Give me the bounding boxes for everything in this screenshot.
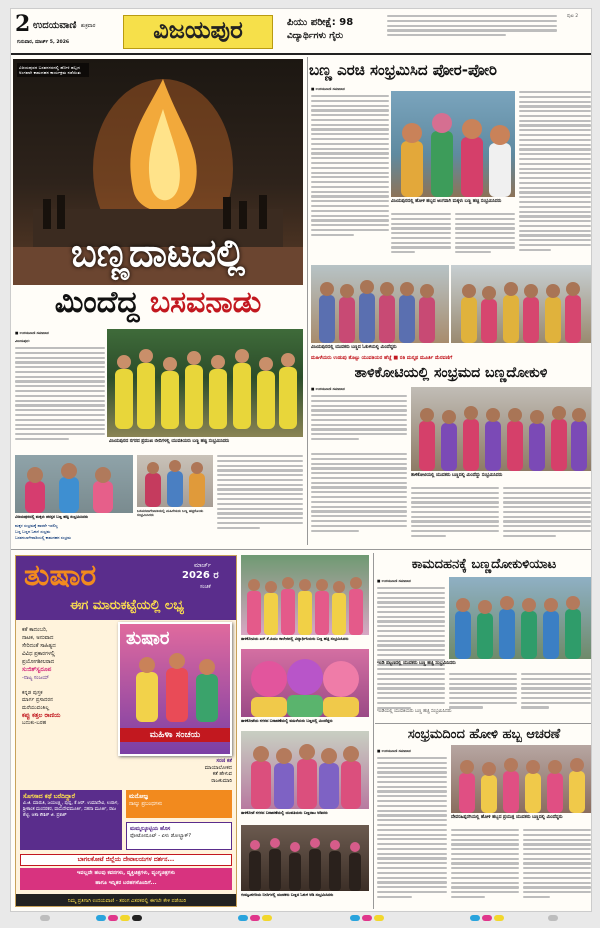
story-four-headline: ಕಾಮದಹನಕ್ಕೆ ಬಣ್ಣದೋಕುಳಿಯಾಟ bbox=[411, 557, 557, 572]
lead-headline-black: ಮಿಂದೆದ್ದ bbox=[54, 285, 150, 320]
story-three-body-col3 bbox=[411, 487, 499, 545]
paper-name: ಉದಯವಾಣಿ bbox=[33, 20, 77, 31]
photo-column-caption-2: ತಾಳಿಕೋಟೆಯ ನಗರದ ಬಡಾವಣೆಯಲ್ಲಿ ಮಹಿಳೆಯರು ಬಣ್ಣದಲ್ಲಿ ಮಿಂದೆದ್ದರು bbox=[241, 718, 333, 723]
lead-body-col1 bbox=[15, 347, 105, 451]
related-links bbox=[15, 523, 133, 541]
ad-promo-line: ಸೇರಿದಂತೆ ಸಾಹಿತ್ಯದ bbox=[22, 643, 56, 649]
ad-feature-author2: ಬದುಕು-ಬರಹ bbox=[22, 720, 47, 727]
ad-stories-box bbox=[20, 790, 122, 850]
story-two-headline: ಬಣ್ಣ ಎರಚಿ ಸಂಭ್ರಮಿಸಿದ ಪೋರ-ಪೋರಿ bbox=[309, 61, 497, 79]
story-three-body-col4 bbox=[503, 487, 591, 545]
women-illustration bbox=[137, 455, 213, 507]
ad-feature-line: ಮಾರ್ಗ ಪ್ರಸಾದರನ bbox=[22, 697, 54, 704]
kids-caption: ವಿಜಯಪುರದಲ್ಲಿ ಮಕ್ಕಳು ಪರಸ್ಪರ ಬಣ್ಣ ಹಚ್ಚಿ ಸಂಭ್ರಮಿಸಿದರು bbox=[15, 514, 88, 519]
ad-book-subtitle: ಮಹಿಳಾ ಸಂಚಯ bbox=[120, 728, 230, 742]
story-three-headline: ತಾಳಿಕೋಟಿಯಲ್ಲಿ ಸಂಭ್ರಮದ ಬಣ್ಣದೋಕುಳಿ bbox=[354, 365, 548, 381]
tushara-advertisement[interactable] bbox=[15, 555, 237, 907]
story-two-caption: ವಿಜಯಪುರದಲ್ಲಿ ಹೋಳಿ ಹಬ್ಬದ ಅಂಗವಾಗಿ ಮಕ್ಕಳು ಬಣ್ಣ ಹಚ್ಚಿ ಸಂಭ್ರಮಿಸಿದರು bbox=[391, 199, 502, 204]
story-two-body-col4 bbox=[519, 91, 591, 263]
registration-mark bbox=[132, 915, 142, 921]
story-three-caption: ತಾಳಿಕೋಟಿಯಲ್ಲಿ ಯುವಕರು ಬಣ್ಣದಲ್ಲಿ ಮಿಂದೆದ್ದು ಸಂಭ್ರಮಿಸಿದರು bbox=[411, 473, 503, 478]
lead-dateline: ವಿಜಯಪುರ: bbox=[15, 339, 30, 343]
lead-headline-line2 bbox=[13, 285, 303, 320]
story-two-body-col1 bbox=[311, 95, 389, 255]
related-link[interactable]: ಬಸವನಬಾಗೇವಾಡಿಯಲ್ಲಿ ಕಾಮದಹನ ಸಂಭ್ರಮ bbox=[15, 535, 71, 540]
yellow-group-caption: ವಿಜಯಪುರದ ನಗರದ ಪ್ರಮುಖ ಬೀದಿಗಳಲ್ಲಿ ಯುವತಿಯರು ಬಣ್ಣ ಹಚ್ಚಿ ಸಂಭ್ರಮಿಸಿದರು bbox=[109, 439, 230, 444]
ad-footer-line2: ಹಾಗೂ ಇನ್ನಿತರ ಬರಹಗಳೊಂದಿಗೆ... bbox=[95, 880, 157, 886]
page-number: 2 bbox=[15, 11, 31, 37]
registration-mark bbox=[548, 915, 558, 921]
registration-mark bbox=[262, 915, 272, 921]
registration-mark bbox=[250, 915, 260, 921]
ad-feature-line: ಕನ್ನಡ ಪುಸ್ತಕ bbox=[22, 690, 43, 696]
story-two-bottom-photo-1 bbox=[311, 265, 449, 343]
yellow-group-illustration bbox=[107, 329, 303, 437]
story-two-illustration bbox=[391, 91, 515, 197]
story-five-body-col2 bbox=[451, 829, 519, 907]
ad-feature bbox=[22, 690, 116, 728]
story-four-byline: ■ ಉದಯವಾಣಿ ಸಮಾಚಾರ bbox=[377, 579, 411, 583]
procession-illustration bbox=[411, 387, 591, 471]
ad-strip: ಬಾಗಲಕೋಟೆ ಜಿಲ್ಲೆಯ ದೇವಾಲಯಗಳ ದರ್ಶನ... bbox=[20, 854, 232, 866]
ad-box1-title: ಮನೋಜ್ಞ bbox=[129, 793, 148, 800]
bonfire-caption: ವಿಜಯಪುರದ ಬಸವನಗರದಲ್ಲಿ ಹೋಳಿ ಹಬ್ಬದ ಅಂಗವಾಗಿ ಕಾಮದಹನ ಕಾರ್ಯಕ್ರಮ ನಡೆಯಿತು bbox=[17, 63, 89, 77]
kids-photo bbox=[15, 455, 133, 513]
story-three-body-col1 bbox=[311, 395, 407, 449]
photo-column-3 bbox=[241, 731, 369, 809]
photo-column-2 bbox=[241, 649, 369, 717]
story-four-caption: ಇಂಡಿ ಪಟ್ಟಣದಲ್ಲಿ ಯುವಕರು ಬಣ್ಣ ಹಚ್ಚಿ ಸಂಭ್ರಮಿಸಿದರು bbox=[377, 661, 456, 666]
ad-serial-line: ಸರಣಿ ಕತೆ bbox=[216, 758, 232, 764]
ad-magazine-cover bbox=[118, 622, 232, 756]
related-link[interactable]: ಮಕ್ಕಳ ಸಂಭ್ರಮಕ್ಕೆ ಪಾರವೇ ಇರಲಿಲ್ಲ bbox=[15, 523, 58, 528]
story-three-body-col2 bbox=[311, 453, 407, 545]
ad-footer bbox=[20, 868, 232, 890]
ad-promo-line: ಸುಜಿತ್‌ಸ್ವರೂಪ bbox=[22, 666, 52, 673]
exam-notice-title: ಪಿಯು ಪರೀಕ್ಷೆ: 98 bbox=[287, 17, 354, 28]
holi-group-illustration bbox=[451, 745, 591, 813]
ad-stories-body: ವಿ.ಜಿ. ಮಾರುತಿ, ಜಯಲಕ್ಷ್ಮಿ, ಪುಷ್ಪ, ಕೆ.ಆರ್. ಉಮಾದೇವಿ, ಉರಾಳ, ಶ್ರೀಕಾಂತ ಮಂದರಕರ, ವಾಸುದೇವಮೂರ್ತಿ, ಸಹನಾ ಮೂರ್ತಿ, ರಾಜ ಶೆಟ್ಟಿ, ಆಶಾ ಕೌಶಿಕ್ ಜಿ. ಪ್ರಕಾಶ್ bbox=[23, 801, 119, 818]
registration-mark bbox=[494, 915, 504, 921]
story-five-photo bbox=[451, 745, 591, 813]
story-three-byline: ■ ಉದಯವಾಣಿ ಸಮಾಚಾರ bbox=[311, 387, 345, 391]
college-girls-illustration bbox=[241, 555, 369, 635]
registration-mark bbox=[350, 915, 360, 921]
registration-mark bbox=[96, 915, 106, 921]
lead-body-col2 bbox=[217, 455, 303, 545]
story-two-bottom-photo-2 bbox=[451, 265, 591, 343]
youths-illustration bbox=[311, 265, 449, 343]
women-caption: ಬಸವನಬಾಗೇವಾಡಿಯಲ್ಲಿ ಮಹಿಳೆಯರು ಬಣ್ಣ ಹಚ್ಚಿಕೊಂಡು ಸಂಭ್ರಮಿಸಿದರು bbox=[137, 509, 204, 518]
masthead-date: ಗುರುವಾರ, ಮಾರ್ಚ್ 5, 2026 bbox=[17, 40, 70, 45]
ad-promo bbox=[22, 626, 116, 682]
newspaper-page bbox=[10, 8, 592, 912]
ad-tagline: ಈಗ ಮಾರುಕಟ್ಟೆಯಲ್ಲಿ ಲಭ್ಯ bbox=[69, 598, 184, 613]
ad-promo-line: ನಾಟಕ, ಅನುವಾದ bbox=[22, 635, 54, 641]
ad-feature-line: ಮರೆಯುವಂತಿಲ್ಲ bbox=[22, 704, 50, 711]
young-women-illustration bbox=[241, 731, 369, 809]
photo-column-caption-4: ಗುಮ್ಮಟನಗರಿಯ ಬೀದಿಗಳಲ್ಲಿ ಯುವಕರು ಬಣ್ಣದ ಓಕುಳಿ ಆಡಿ ಸಂಭ್ರಮಿಸಿದರು bbox=[241, 892, 334, 897]
story-five-byline: ■ ಉದಯವಾಣಿ ಸಮಾಚಾರ bbox=[377, 749, 411, 753]
story-five-body-col1 bbox=[377, 757, 447, 907]
yellow-group-photo bbox=[107, 329, 303, 437]
ad-footer-line1: ಇವಲ್ಲದೇ ಹಲವು ಕವನಗಳು, ವ್ಯಕ್ತಿಚಿತ್ರಗಳು, ವ್ಯಂಗ್ಯಚಿತ್ರಗಳು bbox=[76, 870, 176, 876]
ad-bottom-strip: ನಿಮ್ಮ ಪ್ರತಿಗಾಗಿ ಉದಯವಾಣಿ - ತರಂಗ ವಿತರಕರಲ್ಲಿ ಈಗಲೇ ಕೇಳಿ ಪಡೆಯಿರಿ bbox=[16, 894, 237, 907]
crowd-illustration bbox=[451, 265, 591, 343]
ad-issue-year: 2026 ರ bbox=[182, 570, 219, 581]
ad-box1-body: ನಾಲ್ಕು ಪ್ರಬಂಧಗಳು bbox=[129, 801, 163, 807]
registration-mark bbox=[362, 915, 372, 921]
ad-promo-author: -ನಾಟ್ಯ ಸಂಜಯ್ bbox=[22, 675, 50, 681]
lead-headline-line1: ಬಣ್ಣದಾಟದಲ್ಲಿ bbox=[70, 231, 246, 275]
lead-byline: ■ ಉದಯವಾಣಿ ಸಮಾಚಾರ bbox=[15, 331, 49, 335]
photo-column-caption-1: ತಾಳಿಕೋಟಿಯ ಎಸ್.ಕೆ.ಪಿಯು ಕಾಲೇಜಿನಲ್ಲಿ ವಿದ್ಯಾರ್ಥಿನಿಯರು ಬಣ್ಣ ಹಚ್ಚಿ ಸಂಭ್ರಮಿಸಿದರು bbox=[241, 636, 349, 641]
edition-tag: ಶುಕ್ರವಾರ bbox=[81, 23, 96, 29]
youth-group-illustration bbox=[449, 577, 591, 659]
ad-feature-author: ಕಪ್ಪು ಕತ್ತಲ ರಾಣಿಯ bbox=[22, 712, 61, 720]
ad-serial-line: ಮಾಯಾಲೋಕದ bbox=[204, 764, 232, 771]
kids-illustration bbox=[15, 455, 133, 513]
ad-promo-line: ಪ್ರಯೋಗಶೀಲರಾದ bbox=[22, 659, 55, 665]
divider bbox=[373, 553, 374, 909]
registration-mark bbox=[40, 915, 50, 921]
city-banner-text: ವಿಜಯಪುರ bbox=[153, 16, 243, 44]
photo-column-caption-3: ತಾಳಿಕೋಟೆ ನಗರದ ಬಡಾವಣೆಯಲ್ಲಿ ಯುವತಿಯರು ಬಣ್ಣದಾಟ ಆಡಿದರು bbox=[241, 810, 328, 815]
women-photo bbox=[137, 455, 213, 507]
ad-promo-line: ಕತೆ ಕಾದಂಬರಿ, bbox=[22, 627, 48, 633]
divider bbox=[11, 549, 592, 550]
corner-tag: ಪುಟ 2 bbox=[567, 14, 579, 19]
divider bbox=[307, 57, 308, 545]
story-two-bottom-caption: ವಿಜಯಪುರದಲ್ಲಿ ಯುವಕರು ಬಣ್ಣದ ಓಕುಳಿಯಲ್ಲಿ ಮಿಂದೆದ್ದರು bbox=[311, 345, 397, 350]
exam-notice-subtitle: ವಿದ್ಯಾರ್ಥಿಗಳು ಗೈರು bbox=[287, 31, 344, 41]
ad-issue-month: ಮಾರ್ಚ್ bbox=[194, 562, 211, 569]
ad-box2-title: ಮಮ್ಮಲ್ಕೂಟ್ಟಿಯ ಹೊಸ bbox=[130, 826, 171, 832]
ad-box2 bbox=[126, 822, 232, 850]
colored-faces-illustration bbox=[241, 649, 369, 717]
street-crowd-illustration bbox=[241, 825, 369, 891]
ad-box1 bbox=[126, 790, 232, 818]
story-two-byline: ■ ಉದಯವಾಣಿ ಸಮಾಚಾರ bbox=[311, 87, 345, 91]
registration-mark bbox=[470, 915, 480, 921]
registration-mark bbox=[482, 915, 492, 921]
story-two-body-col2 bbox=[391, 213, 451, 263]
ad-book-title: ತುಷಾರ bbox=[126, 628, 170, 649]
story-two-body-col3 bbox=[455, 213, 515, 263]
ad-cover-illustration bbox=[128, 652, 224, 722]
registration-mark bbox=[374, 915, 384, 921]
ad-box2-body: ಫೋಟೋಷೂಟ್ - ಏಳು ಡೋಲ್ಬ್ರಾಕ್? bbox=[130, 833, 191, 839]
exam-notice-body bbox=[387, 15, 557, 51]
registration-mark bbox=[108, 915, 118, 921]
ad-issue-label: ಸಂಚಿಕೆ bbox=[200, 584, 211, 590]
related-link[interactable]: ಬಣ್ಣ ಬಣ್ಣದ ಓಕುಳಿ ಸಂಭ್ರಮ bbox=[15, 529, 51, 534]
story-four-sub-caption: ಇಂಡಿಯಲ್ಲಿ ಯುವತಿಯರು ಬಣ್ಣ ಹಚ್ಚಿ ಸಂಭ್ರಮಿಸಿದರು bbox=[377, 709, 452, 714]
lead-headline-red: ಬಸವನಾಡು bbox=[149, 285, 262, 320]
ad-stories-title: ಸೊಗಸಾದ ಕಥೆ ಬರೆದಿದ್ದಾರೆ bbox=[23, 793, 75, 800]
ad-serial bbox=[176, 758, 232, 784]
ad-brand: ತುಷಾರ bbox=[24, 558, 97, 593]
story-four-photo bbox=[449, 577, 591, 659]
registration-mark bbox=[238, 915, 248, 921]
story-four-body-col1 bbox=[377, 587, 445, 717]
story-five-body-col3 bbox=[523, 829, 591, 907]
story-five-headline: ಸಂಭ್ರಮದಿಂದ ಹೋಳಿ ಹಬ್ಬ ಆಚರಣೆ bbox=[407, 727, 561, 742]
photo-column-4 bbox=[241, 825, 369, 891]
ad-serial-line: ಕತೆ ಹೇಳುವ bbox=[212, 771, 232, 778]
ad-promo-line: ವಿವಿಧ ಪ್ರಕಾರಗಳಲ್ಲಿ bbox=[22, 651, 55, 657]
story-three-kicker: ಮಹಿಳೆಯರು ಉಡುಪು ತೊಟ್ಟು ಯುವತಿಯರ ಹೆಜ್ಜೆ ■ ರತಿ ಮನ್ಮಥ ಮೂರ್ತಿ ಮೆರವಣಿಗೆ bbox=[311, 355, 453, 361]
story-five-caption: ದೇವರಹಿಪ್ಪರಗಿಯಲ್ಲಿ ಹೋಳಿ ಹಬ್ಬದ ಪ್ರಯುಕ್ತ ಯುವಕರು ಬಣ್ಣದಲ್ಲಿ ಮಿಂದೆದ್ದರು bbox=[451, 815, 563, 820]
story-three-photo bbox=[411, 387, 591, 471]
photo-column-1 bbox=[241, 555, 369, 635]
masthead bbox=[11, 9, 592, 55]
divider bbox=[375, 723, 592, 724]
story-two-photo bbox=[391, 91, 515, 197]
registration-mark bbox=[120, 915, 130, 921]
ad-serial-line: ರಾಜಕುಮಾರಿ bbox=[211, 777, 232, 784]
